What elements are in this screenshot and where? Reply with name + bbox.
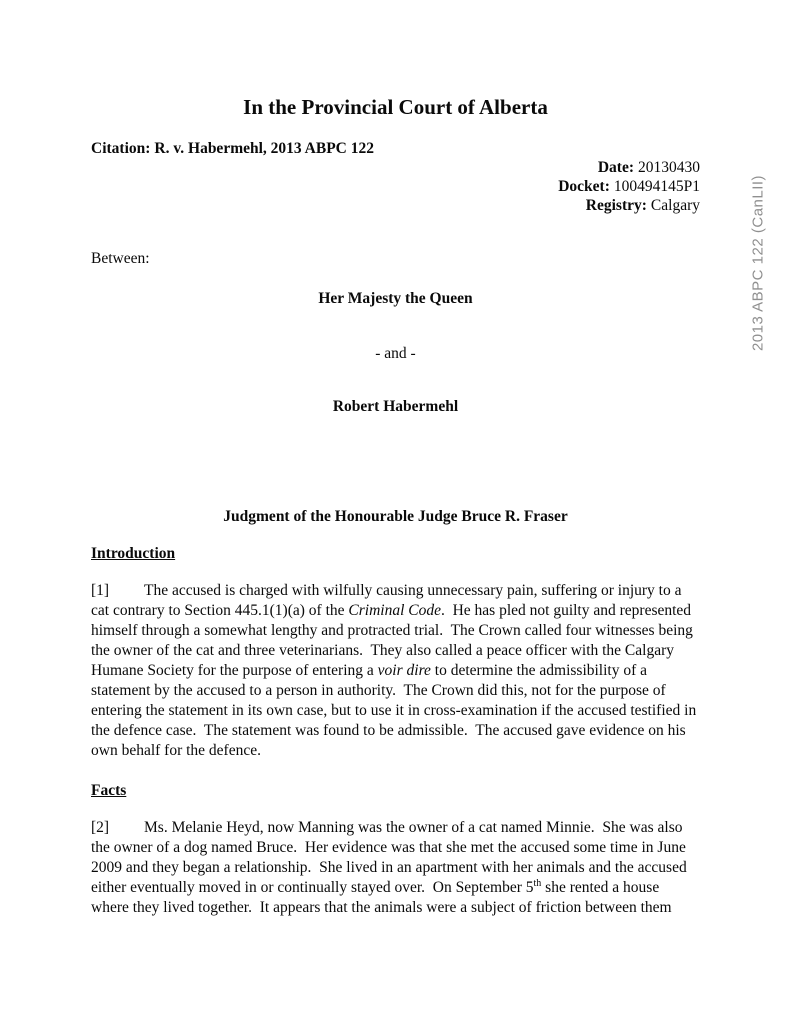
meta-date-label: Date: bbox=[597, 159, 634, 176]
meta-docket bbox=[91, 177, 700, 196]
judgment-paragraph bbox=[91, 818, 700, 918]
court-title: In the Provincial Court of Alberta bbox=[243, 95, 548, 119]
paragraph-text: Ms. Melanie Heyd, now Manning was the owner of a cat named Minnie. She was also the owner of a dog named Bruce. Her evidence was that she met the accused some time in June 2009 and they began a relationship. She lived in an apartment with her animals and the accused either eventually moved in or continually stayed over. On September 5 bbox=[91, 819, 691, 896]
meta-registry-value: Calgary bbox=[650, 197, 700, 214]
section-heading: Introduction bbox=[91, 545, 176, 562]
meta-block bbox=[91, 158, 700, 215]
paragraph-text: she rented a house where they lived together. It appears that the animals were a subject of friction between them bbox=[91, 879, 672, 916]
judgment-title: Judgment of the Honourable Judge Bruce R. Fraser bbox=[223, 508, 568, 525]
party-two-name: Robert Habermehl bbox=[332, 398, 459, 415]
paragraph-text: to determine the admissibility of a statement by the accused to a person in authority. The Crown did this, not for the purpose of entering the statement in its own case, but to use it in cross-examination if the accused testified in the defence case. The statement was found to be admissible. The accused gave evidence on his own behalf for the defence. bbox=[91, 662, 701, 759]
paragraph-number: [1] bbox=[91, 582, 110, 599]
party-one-name: Her Majesty the Queen bbox=[318, 290, 473, 307]
citation-line bbox=[91, 139, 700, 158]
italicized-term: Criminal Code bbox=[348, 602, 441, 619]
judgment-section bbox=[91, 544, 700, 761]
meta-registry-label: Registry: bbox=[585, 197, 647, 214]
meta-registry bbox=[91, 196, 700, 215]
paragraph-text: The accused is charged with wilfully causing unnecessary pain, suffering or injury to a cat contrary to Section 445.1(1)(a) of the bbox=[91, 582, 686, 619]
canlii-citation-watermark: 2013 ABPC 122 (CanLII) bbox=[749, 174, 767, 352]
citation-value: R. v. Habermehl, 2013 ABPC 122 bbox=[154, 140, 375, 157]
ordinal-superscript: th bbox=[533, 877, 542, 889]
judgment-paragraph bbox=[91, 581, 700, 761]
between-label: Between: bbox=[91, 250, 150, 267]
paragraph-text: . He has pled not guilty and represented himself through a somewhat lengthy and protracted trial. The Crown called four witnesses being the owner of the cat and three veterinarians. They also called a peace officer with the Calgary Humane Society for the purpose of entering a bbox=[91, 602, 697, 679]
meta-date-value: 20130430 bbox=[638, 159, 700, 176]
document-content bbox=[91, 0, 700, 938]
meta-date bbox=[91, 158, 700, 177]
section-heading: Facts bbox=[91, 782, 127, 799]
citation-label: Citation: bbox=[91, 140, 151, 157]
italicized-term: voir dire bbox=[377, 662, 431, 679]
judgment-section bbox=[91, 781, 700, 918]
meta-docket-label: Docket: bbox=[558, 178, 610, 195]
judgment-sections bbox=[91, 544, 700, 918]
paragraph-number: [2] bbox=[91, 819, 110, 836]
parties-and-separator: - and - bbox=[375, 345, 416, 362]
meta-docket-value: 100494145P1 bbox=[613, 178, 700, 195]
